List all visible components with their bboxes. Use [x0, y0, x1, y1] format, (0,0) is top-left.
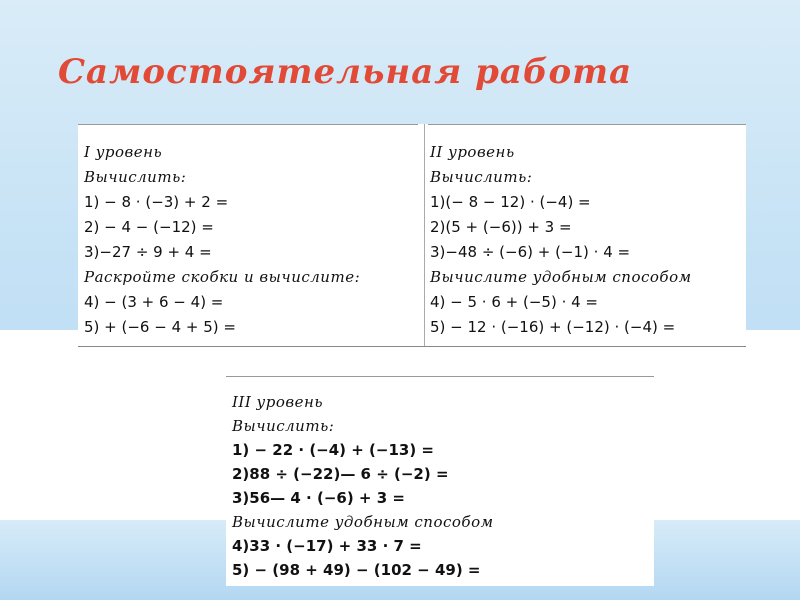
column-divider: [424, 124, 425, 346]
levels-1-2-card: [78, 124, 746, 347]
level-2-column: [430, 140, 746, 340]
divider-top: [226, 376, 654, 377]
level-3-task-4: 4)33 · (−17) + 33 · 7 =: [232, 537, 422, 555]
level-3-instruction-2: Вычислите удобным способом: [232, 513, 494, 531]
level-3-task-5: 5) − (98 + 49) − (102 − 49) =: [232, 561, 481, 579]
level-2-task-2: 2)(5 + (−6)) + 3 =: [430, 218, 572, 236]
level-2-heading: II уровень: [430, 143, 515, 161]
level-1-instruction: Вычислить:: [84, 168, 187, 186]
level-3-heading: III уровень: [232, 393, 324, 411]
divider-top-right: [428, 124, 746, 125]
level-1-column: [84, 140, 420, 340]
divider-top-left: [78, 124, 418, 125]
level-1-task-3: 3)−27 ÷ 9 + 4 =: [84, 243, 212, 261]
level-1-task-2: 2) − 4 − (−12) =: [84, 218, 214, 236]
level-3-card: [226, 376, 654, 586]
level-2-task-1: 1)(− 8 − 12) · (−4) =: [430, 193, 591, 211]
level-1-task-1: 1) − 8 · (−3) + 2 =: [84, 193, 229, 211]
level-1-instruction-2: Раскройте скобки и вычислите:: [84, 268, 361, 286]
level-3-task-2: 2)88 ÷ (−22)— 6 ÷ (−2) =: [232, 465, 449, 483]
level-1-task-5: 5) + (−6 − 4 + 5) =: [84, 318, 236, 336]
level-2-task-3: 3)−48 ÷ (−6) + (−1) · 4 =: [430, 243, 631, 261]
level-3-instruction: Вычислить:: [232, 417, 335, 435]
level-2-instruction: Вычислить:: [430, 168, 533, 186]
level-2-instruction-2: Вычислите удобным способом: [430, 268, 692, 286]
level-2-task-5: 5) − 12 · (−16) + (−12) · (−4) =: [430, 318, 676, 336]
level-3-task-1: 1) − 22 · (−4) + (−13) =: [232, 441, 434, 459]
level-3-column: [232, 390, 494, 582]
level-1-heading: I уровень: [84, 143, 163, 161]
level-1-task-4: 4) − (3 + 6 − 4) =: [84, 293, 224, 311]
level-2-task-4: 4) − 5 · 6 + (−5) · 4 =: [430, 293, 598, 311]
level-3-task-3: 3)56— 4 · (−6) + 3 =: [232, 489, 405, 507]
slide-title: Самостоятельная работа: [58, 52, 633, 92]
